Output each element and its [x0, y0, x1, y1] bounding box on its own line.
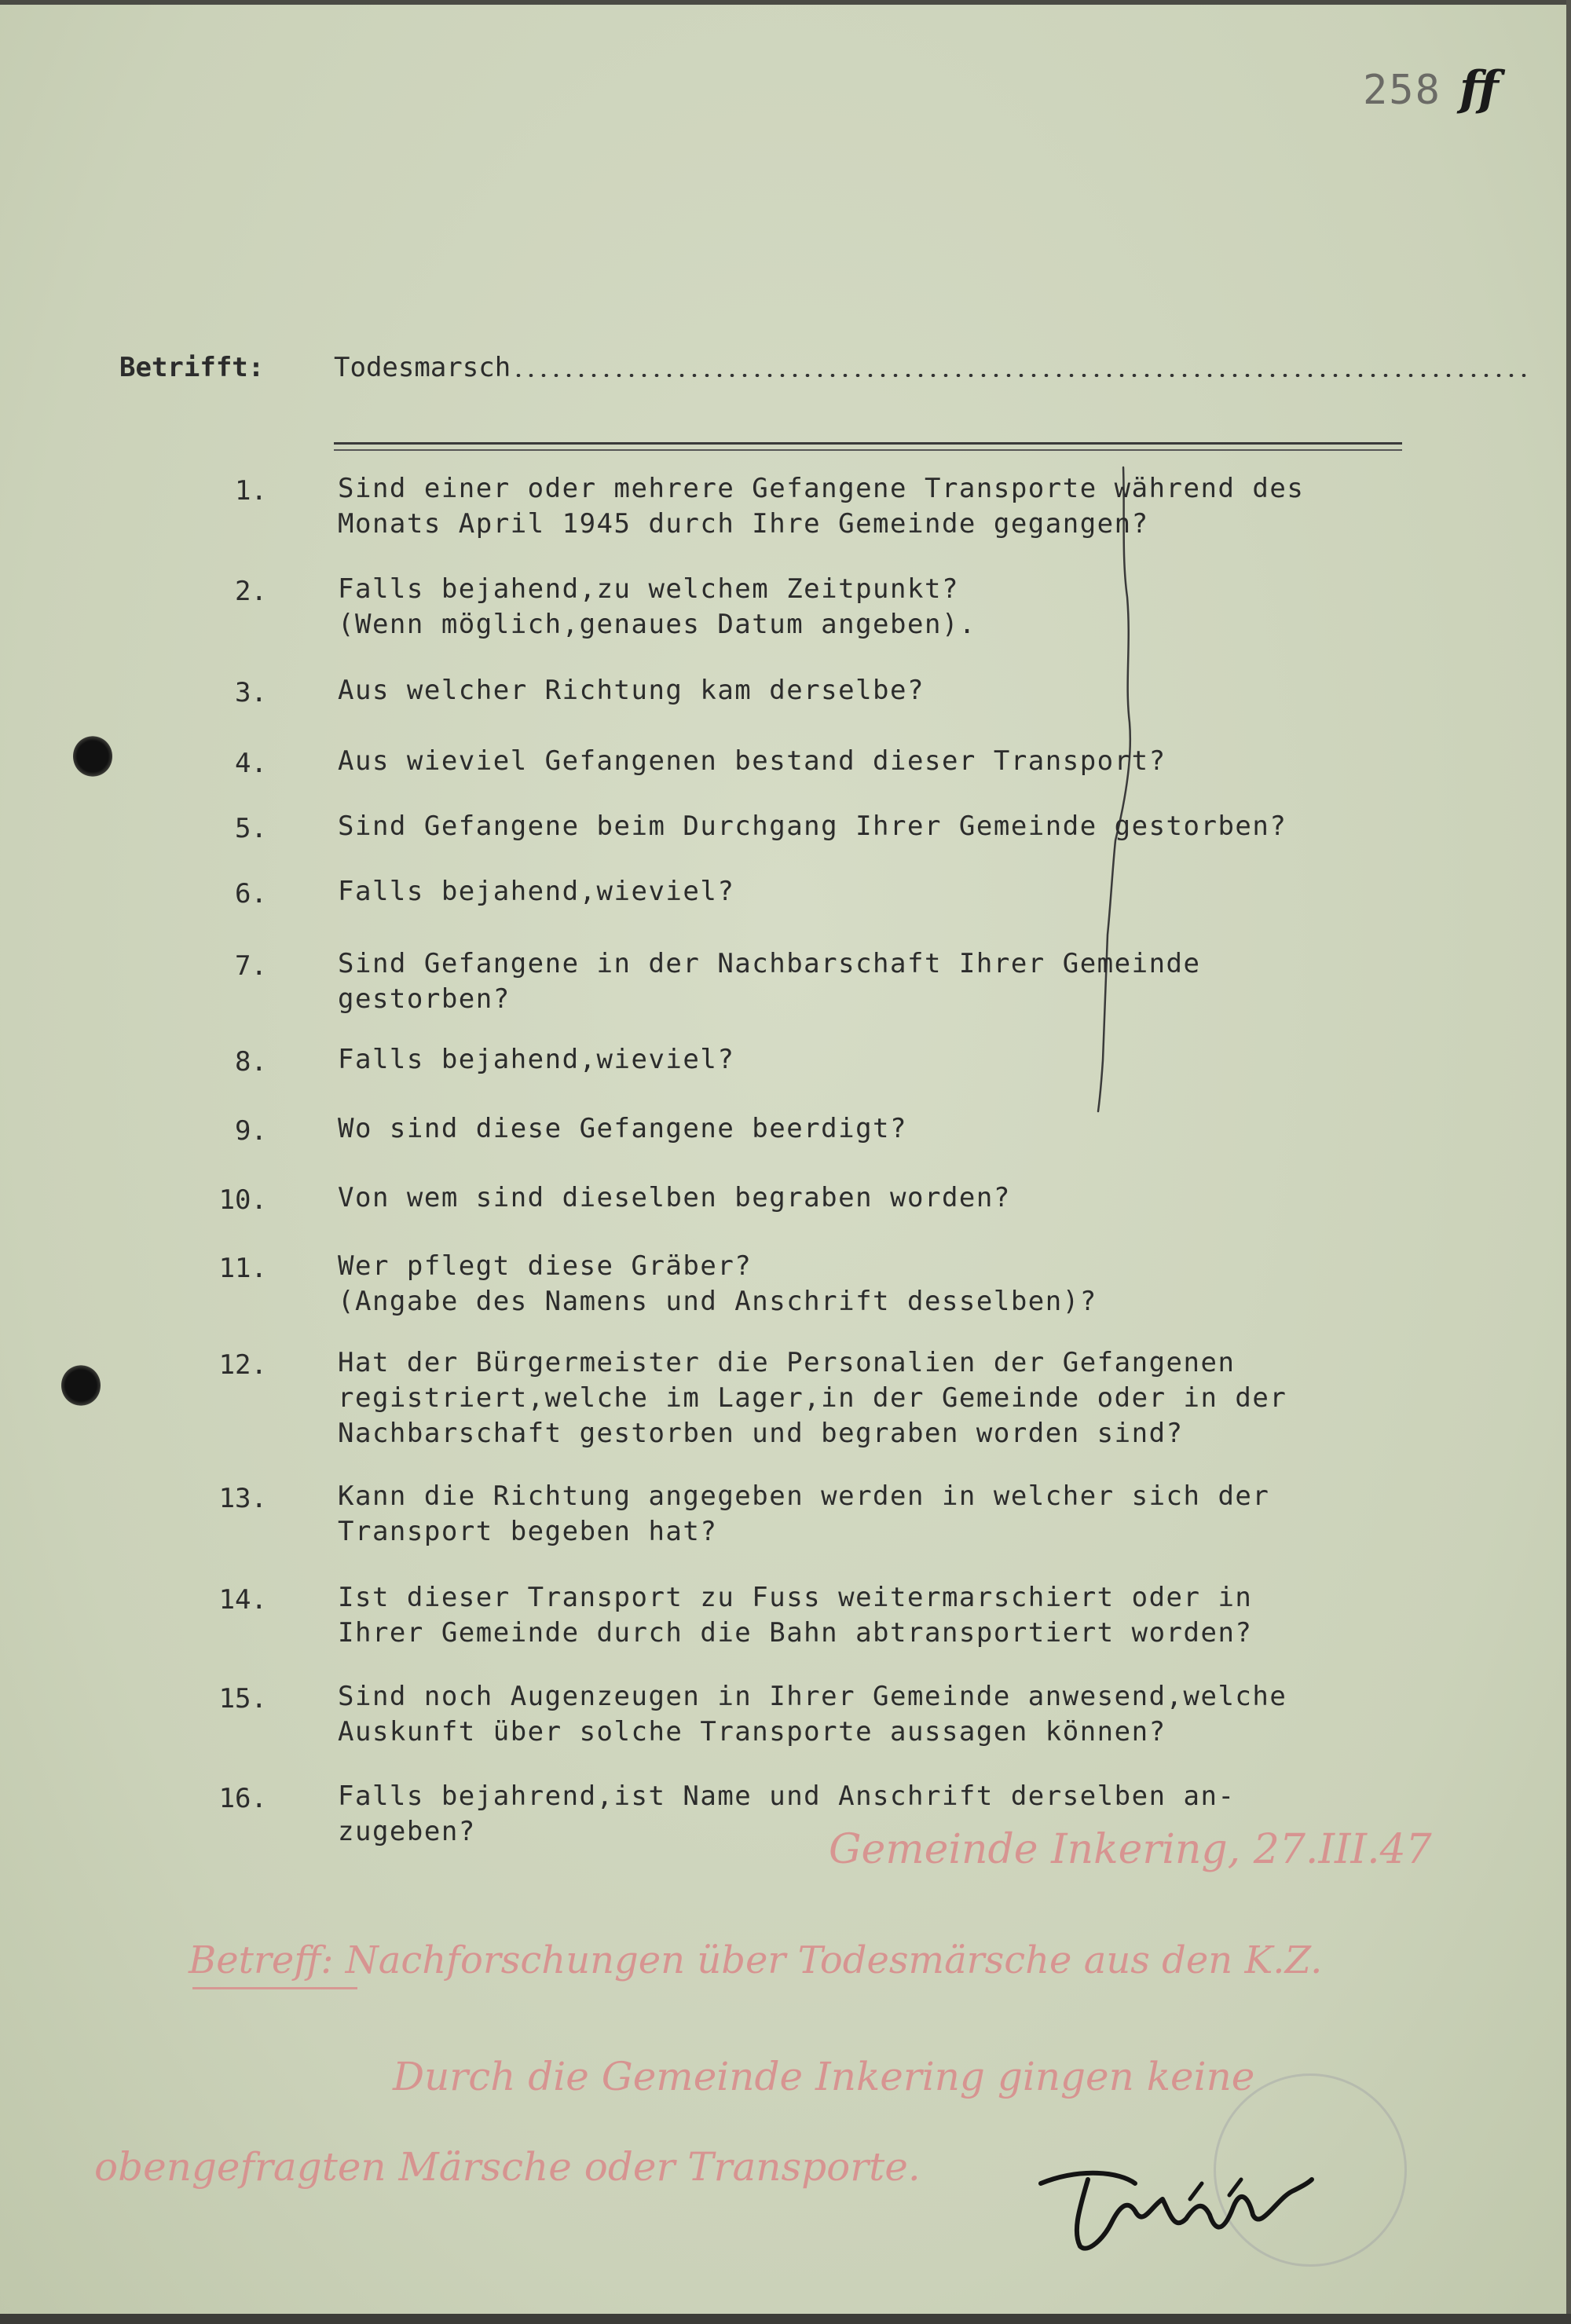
question-text: Wer pflegt diese Gräber? (Angabe des Namens und Anschrift desselben)?: [338, 1250, 1097, 1317]
question-text: Falls bejahend,wieviel?: [338, 876, 735, 907]
question-number: 9.: [235, 1115, 267, 1147]
question-text: Hat der Bürgermeister die Personalien der Gefangenen registriert,welche im Lager,in der Gemeinde oder in der Nachbarschaft gestorben und begraben worden sind?: [338, 1347, 1287, 1449]
signature: [1033, 2152, 1316, 2262]
question-text: Falls bejahrend,ist Name und Anschrift derselben an- zugeben?: [338, 1781, 1236, 1847]
page-number-typed: 258: [1363, 67, 1441, 114]
question-number: 6.: [235, 878, 267, 909]
question-text: Sind einer oder mehrere Gefangene Transporte während des Monats April 1945 durch Ihre Gemeinde gegangen?: [338, 473, 1305, 540]
question-text: Sind noch Augenzeugen in Ihrer Gemeinde anwesend,welche Auskunft über solche Transporte aussagen können?: [338, 1681, 1287, 1748]
question-number: 4.: [235, 748, 267, 779]
question-number: 8.: [235, 1046, 267, 1078]
question-text: Sind Gefangene in der Nachbarschaft Ihrer Gemeinde gestorben?: [338, 948, 1201, 1015]
handwritten-underline: [192, 1987, 357, 1989]
question-text: Aus wieviel Gefangenen bestand dieser Transport?: [338, 745, 1166, 777]
question-text: Falls bejahend,wieviel?: [338, 1044, 735, 1075]
question-text: Wo sind diese Gefangene beerdigt?: [338, 1113, 908, 1144]
question-text: Falls bejahend,zu welchem Zeitpunkt? (Wenn möglich,genaues Datum angeben).: [338, 573, 976, 640]
question-number: 1.: [235, 475, 267, 507]
question-number: 5.: [235, 813, 267, 844]
question-number: 15.: [218, 1683, 267, 1715]
question-text: Sind Gefangene beim Durchgang Ihrer Gemeinde gestorben?: [338, 811, 1287, 842]
question-number: 13.: [218, 1483, 267, 1514]
question-number: 14.: [218, 1584, 267, 1616]
question-number: 2.: [235, 576, 267, 607]
question-text: Kann die Richtung angegeben werden in welcher sich der Transport begeben hat?: [338, 1480, 1270, 1547]
question-number: 11.: [218, 1253, 267, 1284]
question-number: 10.: [218, 1184, 267, 1216]
question-text: Ist dieser Transport zu Fuss weitermarschiert oder in Ihrer Gemeinde durch die Bahn abtransportiert worden?: [338, 1582, 1253, 1649]
question-number: 12.: [218, 1349, 267, 1381]
question-text: Von wem sind dieselben begraben worden?: [338, 1182, 1011, 1213]
question-text: Aus welcher Richtung kam derselbe?: [338, 675, 925, 706]
question-number: 16.: [218, 1783, 267, 1814]
subject-value: Todesmarsch: [334, 352, 511, 383]
subject-label: Betrifft:: [119, 352, 265, 383]
handwritten-answer-line-2: obengefragten Märsche oder Transporte.: [94, 2144, 921, 2190]
handwritten-place-date: Gemeinde Inkering, 27.III.47: [829, 1826, 1432, 1873]
handwritten-answer-line-1: Durch die Gemeinde Inkering gingen keine: [393, 2054, 1255, 2099]
question-number: 3.: [235, 677, 267, 708]
question-number: 7.: [235, 950, 267, 982]
page-number-handwritten: ff: [1459, 61, 1499, 116]
handwritten-subject: Betreff: Nachforschungen über Todesmärsche aus den K.Z.: [189, 1938, 1323, 1982]
